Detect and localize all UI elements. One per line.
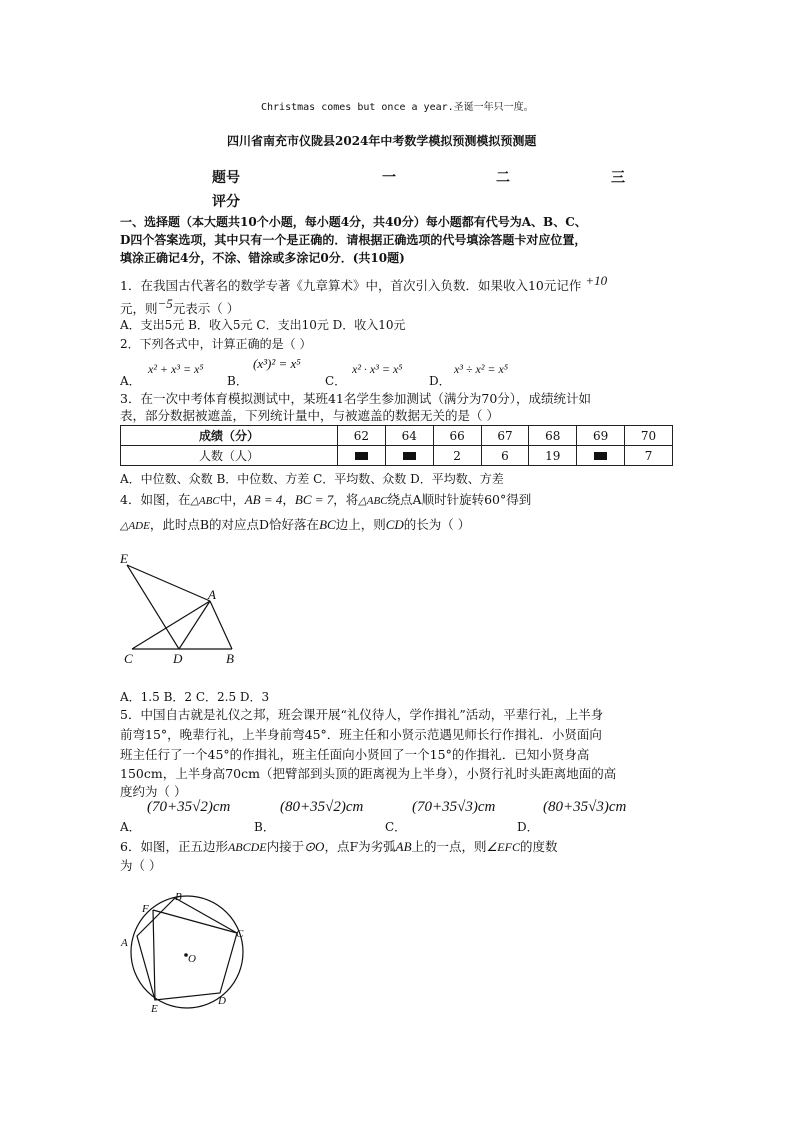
q6-text: 上的一点，则 [411, 839, 487, 854]
table-cell: 64 [385, 426, 433, 446]
section1-heading-line3: 填涂正确记4分，不涂、错涂或多涂记0分．(共10题) [120, 251, 405, 265]
q4-text: 边上，则 [335, 517, 386, 532]
table-cell-masked [577, 446, 625, 466]
segment-AD [179, 601, 210, 649]
label-F: F [142, 903, 149, 915]
table-cell-masked [338, 446, 386, 466]
table-cell: 人数（人） [121, 446, 338, 466]
table-cell-masked [385, 446, 433, 466]
question-5-line2: 前弯15°，晚辈行礼，上半身前弯45°．班主任和小贤示范遇见师长行作揖礼．小贤面向 [120, 727, 602, 742]
q5-option-d-label: D． [517, 820, 539, 834]
question-3-line2: 表，部分数据被遮盖，下列统计量中，与被遮盖的数据无关的是（ ） [120, 408, 499, 423]
question-6-line1 [120, 837, 557, 855]
q6-math: ⊙O [304, 839, 325, 854]
label-O: O [188, 953, 196, 965]
label-C: C [236, 928, 244, 940]
q2-option-d-math: x³ ÷ x² = x⁵ [454, 362, 509, 376]
q6-math: ∠EFC [486, 840, 520, 854]
question-1-line2 [120, 296, 239, 317]
q5-option-b-label: B． [254, 820, 275, 834]
exam-title: 四川省南充市仪陇县2024年中考数学模拟预测模拟预测题 [227, 134, 537, 148]
question-4-line1 [120, 490, 531, 508]
q6-math: AB [395, 839, 412, 854]
segment-AB [210, 601, 232, 649]
mask-block [594, 452, 607, 460]
q5-option-d-math: (80+35√3)cm [543, 799, 627, 815]
section1-heading-line2: D四个答案选项，其中只有一个是正确的．请根据正确选项的代号填涂答题卡对应位置， [120, 233, 587, 247]
table-cell: 19 [529, 446, 577, 466]
label-C: C [124, 651, 133, 666]
table-cell: 67 [481, 426, 529, 446]
question-4-options: A．1.5 B．2 C．2.5 D．3 [120, 690, 270, 704]
question-5-line4: 150cm，上半身高70cm（把臂部到头顶的距离视为上半身），小贤行礼时头距离地面的高 [120, 766, 617, 781]
q2-option-a-label: A． [120, 374, 141, 388]
score-table-header-label: 题号 [212, 170, 240, 186]
q4-text: 绕点A顺时针旋转60°得到 [387, 492, 532, 507]
label-B: B [175, 891, 182, 903]
score-table-score-label: 评分 [212, 194, 240, 210]
q2-option-b-label: B． [227, 374, 248, 388]
q5-option-a-label: A． [120, 820, 141, 834]
question-5-line3: 班主任行了一个45°的作揖礼，班主任面向小贤回了一个15°的作揖礼．已知小贤身高 [120, 747, 590, 762]
table-cell: 66 [433, 426, 481, 446]
table-cell: 62 [338, 426, 386, 446]
q4-math: BC [319, 517, 336, 532]
question-3-line1: 3．在一次中考体育模拟测试中，某班41名学生参加测试（满分为70分），成绩统计如 [120, 391, 592, 406]
label-E: E [151, 1003, 158, 1015]
q6-text: 的度数 [519, 839, 558, 854]
q2-option-c-math: x² · x³ = x⁵ [352, 362, 403, 376]
table-cell: 70 [625, 426, 673, 446]
q4-text: ，将 [333, 492, 359, 507]
label-B: B [226, 651, 234, 666]
question-3-options: A．中位数、众数 B．中位数、方差 C．平均数、众数 D．平均数、方差 [120, 472, 504, 486]
q4-text: 的长为（ ） [403, 517, 471, 532]
q6-text: 6．如图，正五边形 [120, 839, 228, 854]
q6-math: ABCDE [227, 840, 267, 854]
q4-text: ，此时点B的对应点D恰好落在 [149, 517, 320, 532]
q4-text: 中， [219, 492, 245, 507]
q6-text: 内接于 [266, 839, 305, 854]
q2-option-c-label: C． [325, 374, 347, 388]
table-row [121, 426, 673, 446]
q1-math-minus5: −5 [157, 296, 173, 311]
question-2-stem: 2．下列各式中，计算正确的是（ ） [120, 337, 312, 351]
segment-FC [153, 910, 237, 933]
q2-option-d-label: D． [429, 374, 451, 388]
question-5-line5: 度约为（ ） [120, 784, 187, 799]
label-A: A [121, 937, 128, 949]
q1-text-2a: 元，则 [120, 301, 158, 317]
table-cell: 7 [625, 446, 673, 466]
question-6-line2: 为（ ） [120, 858, 162, 873]
score-table-col-3: 三 [611, 170, 625, 186]
score-table-col-2: 二 [496, 170, 510, 186]
mask-block [355, 452, 368, 460]
q1-text: 1．在我国古代著名的数学专著《九章算术》中，首次引入负数．如果收入10元记作 [120, 278, 582, 294]
q6-text: ，点F为劣弧 [324, 839, 396, 854]
q4-text: 4．如图，在 [120, 492, 191, 507]
label-D: D [218, 995, 226, 1007]
score-table-col-1: 一 [382, 170, 396, 186]
q6-pentagon-figure [115, 888, 255, 1016]
q4-math: BC = 7 [294, 492, 334, 507]
section1-heading-line1: 一、选择题（本大题共10个小题，每小题4分，共40分）每小题都有代号为A、B、C、 [120, 215, 587, 229]
segment-EA [127, 565, 210, 601]
q1-math-plus10: +10 [585, 273, 608, 288]
q2-option-b-math: (x³)² = x⁵ [253, 356, 301, 371]
table-row [121, 446, 673, 466]
q5-option-c-label: C． [385, 820, 407, 834]
q4-math: CD [385, 517, 404, 532]
q4-math: △ADE [120, 520, 150, 532]
header-slogan: Christmas comes but once a year.圣诞一年只一度。 [261, 102, 534, 113]
label-A: A [208, 587, 216, 602]
label-E: E [120, 551, 128, 566]
table-cell: 68 [529, 426, 577, 446]
q5-option-a-math: (70+35√2)cm [147, 799, 231, 815]
q4-text: ， [282, 492, 295, 507]
q5-option-c-math: (70+35√3)cm [412, 799, 496, 815]
question-1-options: A．支出5元 B．收入5元 C．支出10元 D．收入10元 [120, 318, 406, 332]
segment-AC [132, 601, 210, 649]
table-cell: 成绩（分） [121, 426, 338, 446]
pentagon-ABCDE [137, 898, 237, 1000]
table-cell: 2 [433, 446, 481, 466]
q4-math: △ABC [358, 495, 388, 507]
q5-option-b-math: (80+35√2)cm [280, 799, 364, 815]
table-cell: 6 [481, 446, 529, 466]
table-cell: 69 [577, 426, 625, 446]
q1-text-2b: 元表示（ ） [172, 301, 240, 317]
question-4-line2 [120, 515, 470, 533]
segment-FE [153, 910, 155, 1000]
q4-math: △ABC [190, 495, 220, 507]
q2-option-a-math: x² + x³ = x⁵ [148, 362, 204, 376]
question-1-line1 [120, 273, 607, 294]
q4-math: AB = 4 [244, 492, 283, 507]
q4-triangle-figure [112, 545, 252, 670]
q3-data-table [120, 425, 673, 466]
mask-block [403, 452, 416, 460]
question-5-line1: 5．中国自古就是礼仪之邦，班会课开展“礼仪待人，学作揖礼”活动，平辈行礼，上半身 [120, 707, 604, 722]
label-D: D [173, 651, 183, 666]
